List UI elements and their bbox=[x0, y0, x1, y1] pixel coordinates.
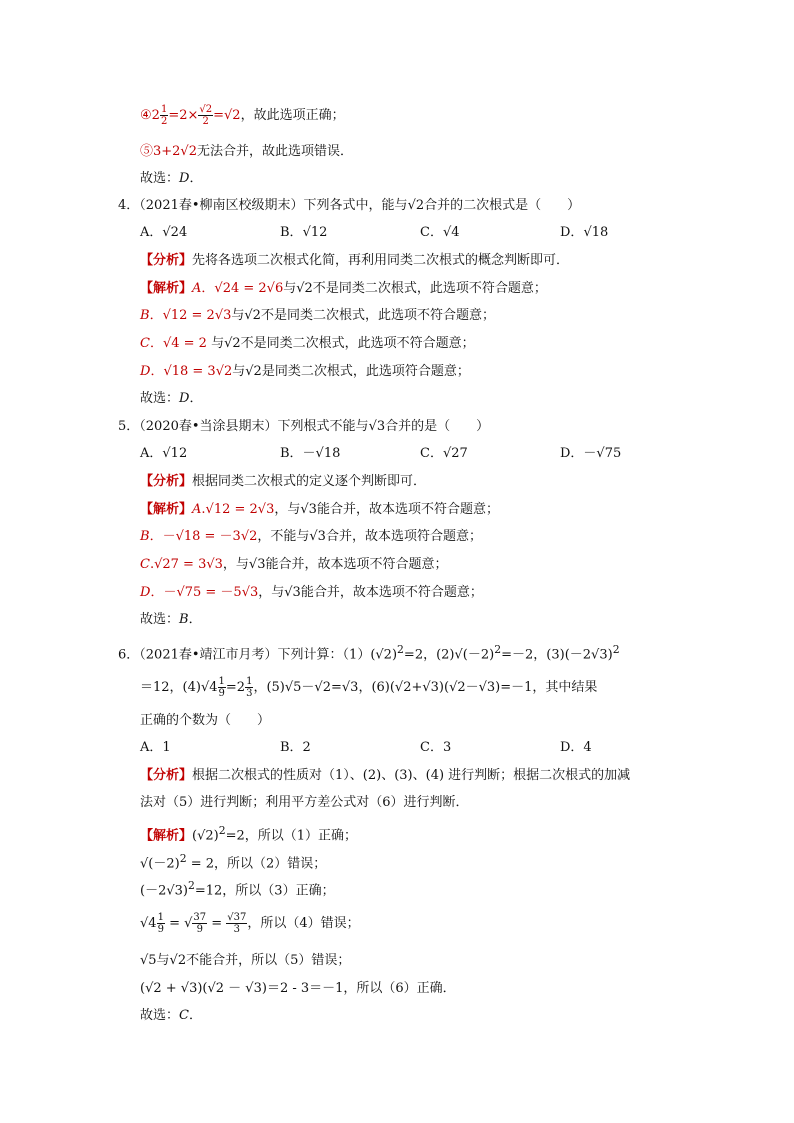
q4-solution-b: B．√12 = 2√3与√2不是同类二次根式，此选项不符合题意； bbox=[140, 308, 495, 323]
prev-item-5: ⑤3+2√2无法合并，故此选项错误． bbox=[140, 144, 354, 159]
q4-analysis: 【分析】先将各选项二次根式化简，再利用同类二次根式的概念判断即可． bbox=[140, 253, 570, 268]
q6-options: A．1 B．2 C．3 D．4 bbox=[140, 740, 592, 755]
prev-item-4: ④2 $\frac{1}{2}$ =2× $\frac{√2}{2}$ =√2，故此选项正确； bbox=[140, 104, 345, 127]
q6-solution-6: (√2 + √3)(√2 － √3)＝2 - 3＝－1，所以（6）正确． bbox=[140, 981, 456, 996]
q6-stem-line1: 6．（2021春•靖江市月考）下列计算：$(1)(√2)^2=2$，$(2)√(-2)^2=-2$，$(3)(-2√3)^2$ bbox=[118, 643, 620, 663]
q5-solution-d: D．－√75 = －5√3，与√3能合并，故本选项不符合题意； bbox=[140, 585, 483, 600]
q4-options: A．√24 B．√12 C．√4 D．√18 bbox=[140, 225, 609, 240]
q6-analysis-line2: 法对（5）进行判断；利用平方差公式对（6）进行判断． bbox=[140, 795, 469, 810]
q5-options: A．√12 B．－√18 C．√27 D．－√75 bbox=[140, 446, 622, 461]
q6-analysis-line1: 【分析】根据二次根式的性质对（1）、(2)、(3)、(4) 进行判断；根据二次根式的加减 bbox=[140, 768, 631, 783]
q4-solution-a: 【解析】A．√24 = 2√6与√2不是同类二次根式，此选项不符合题意； bbox=[140, 281, 547, 296]
q6-answer: 故选：C． bbox=[140, 1008, 202, 1023]
q5-answer: 故选：B． bbox=[140, 612, 202, 627]
q6-solution-4: √4 $\frac{1}{9}$ = √ $\frac{37}{9}$ = $\frac{√37}{3}$ ，所以（4）错误； bbox=[140, 912, 360, 935]
q6-stem-line2: ＝12，(4)√4 $\frac{1}{9}$ =2 $\frac{1}{3}$ ，(5)√5－√2=√3，(6)(√2+√3)(√2－√3)=－1，其中结果 bbox=[140, 676, 598, 699]
q6-solution-2: $√(-2)^2 = 2$，所以（2）错误； bbox=[140, 852, 327, 872]
q4-solution-d: D．√18 = 3√2与√2是同类二次根式，此选项符合题意； bbox=[140, 364, 470, 379]
q5-solution-a: 【解析】A.√12 = 2√3，与√3能合并，故本选项不符合题意； bbox=[140, 502, 499, 517]
prev-answer: 故选：D． bbox=[140, 171, 203, 186]
q4-solution-c: C．√4 = 2 与√2不是同类二次根式，此选项不符合题意； bbox=[140, 336, 475, 351]
q5-analysis: 【分析】根据同类二次根式的定义逐个判断即可． bbox=[140, 474, 427, 489]
q5-stem: 5．（2020春•当涂县期末）下列根式不能与√3合并的是（ ） bbox=[118, 419, 490, 434]
q5-solution-b: B．－√18 = －3√2，不能与√3合并，故本选项符合题意； bbox=[140, 529, 482, 544]
q4-answer: 故选：D． bbox=[140, 391, 203, 406]
q6-stem-line3: 正确的个数为（ ） bbox=[140, 713, 271, 728]
q6-solution-1: 【解析】$(√2)^2=2$，所以（1）正确； bbox=[140, 824, 358, 844]
q5-solution-c: C.√27 = 3√3，与√3能合并，故本选项不符合题意； bbox=[140, 557, 448, 572]
q6-solution-3: $(-2√3)^2=12$，所以（3）正确； bbox=[140, 879, 335, 899]
q6-solution-5: √5与√2不能合并，所以（5）错误； bbox=[140, 953, 351, 968]
q4-stem: 4．（2021春•柳南区校级期末）下列各式中，能与√2合并的二次根式是（ ） bbox=[118, 198, 581, 213]
